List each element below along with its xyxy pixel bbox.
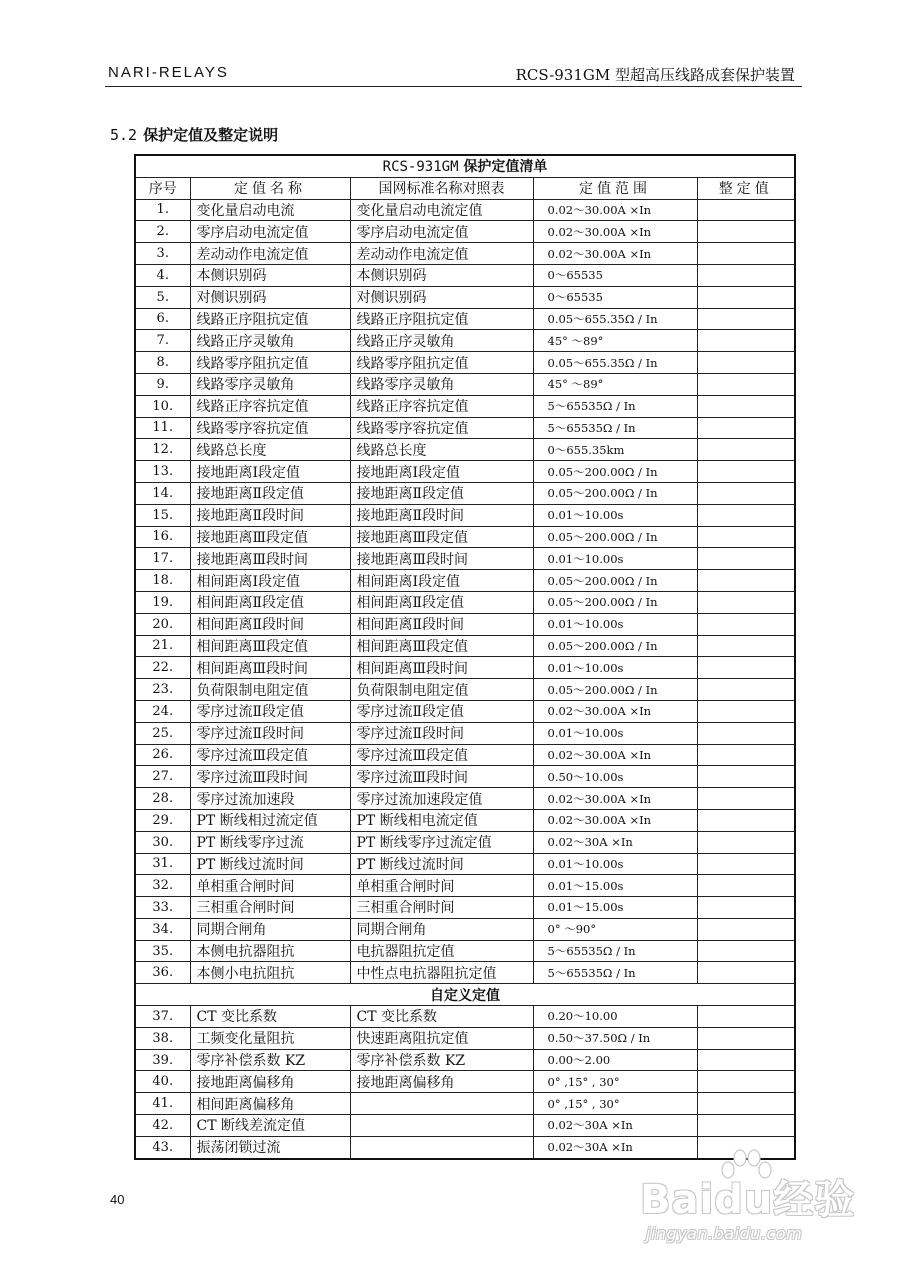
table-row xyxy=(135,264,795,286)
setting-range: 0.50～37.50Ω / In xyxy=(533,1027,697,1049)
table-row xyxy=(135,373,795,395)
standard-name: 相间距离Ⅲ段定值 xyxy=(350,635,533,657)
setting-name: CT 变比系数 xyxy=(190,1006,350,1028)
section-number: 5.2 xyxy=(110,126,138,144)
setting-range: 0.05～655.35Ω / In xyxy=(533,308,697,330)
setting-name: 本侧小电抗阻抗 xyxy=(190,962,350,984)
standard-name: 电抗器阻抗定值 xyxy=(350,940,533,962)
setting-value xyxy=(697,526,795,548)
table-row xyxy=(135,570,795,592)
row-index: 7. xyxy=(135,330,190,352)
setting-range: 0.02～30A ×In xyxy=(533,1115,697,1137)
table-row xyxy=(135,1006,795,1028)
setting-value xyxy=(697,461,795,483)
setting-range: 0.20～10.00 xyxy=(533,1006,697,1028)
standard-name: 零序启动电流定值 xyxy=(350,221,533,243)
setting-value xyxy=(697,831,795,853)
setting-name: 零序过流Ⅱ段时间 xyxy=(190,722,350,744)
setting-name: 对侧识别码 xyxy=(190,286,350,308)
setting-name: 零序启动电流定值 xyxy=(190,221,350,243)
setting-name: 零序补偿系数 KZ xyxy=(190,1049,350,1071)
table-row xyxy=(135,962,795,984)
setting-name: 三相重合闸时间 xyxy=(190,897,350,919)
table-row xyxy=(135,1049,795,1071)
setting-value xyxy=(697,940,795,962)
setting-name: 线路正序容抗定值 xyxy=(190,395,350,417)
standard-name: 线路零序灵敏角 xyxy=(350,373,533,395)
standard-name: PT 断线零序过流定值 xyxy=(350,831,533,853)
standard-name: 负荷限制电阻定值 xyxy=(350,679,533,701)
table-row xyxy=(135,395,795,417)
standard-name: 零序过流Ⅲ段定值 xyxy=(350,744,533,766)
setting-range: 0° ,15° , 30° xyxy=(533,1093,697,1115)
section-title: 保护定值及整定说明 xyxy=(143,126,279,144)
standard-name: 零序过流Ⅱ段定值 xyxy=(350,700,533,722)
setting-value xyxy=(697,504,795,526)
header-product-title: RCS-931GM 型超高压线路成套保护装置 xyxy=(515,66,795,84)
setting-range: 0.02～30A ×In xyxy=(533,831,697,853)
setting-range: 5～65535Ω / In xyxy=(533,395,697,417)
row-index: 37. xyxy=(135,1006,190,1028)
setting-value xyxy=(697,657,795,679)
standard-name: 线路总长度 xyxy=(350,439,533,461)
setting-value xyxy=(697,1027,795,1049)
row-index: 28. xyxy=(135,788,190,810)
table-row xyxy=(135,286,795,308)
row-index: 22. xyxy=(135,657,190,679)
setting-range: 0.05～200.00Ω / In xyxy=(533,461,697,483)
table-row xyxy=(135,352,795,374)
setting-value xyxy=(697,766,795,788)
standard-name: 本侧识别码 xyxy=(350,264,533,286)
standard-name: 中性点电抗器阻抗定值 xyxy=(350,962,533,984)
setting-range: 45° ～89° xyxy=(533,330,697,352)
row-index: 27. xyxy=(135,766,190,788)
row-index: 20. xyxy=(135,613,190,635)
setting-range: 5～65535Ω / In xyxy=(533,962,697,984)
standard-name: 接地距离Ⅲ段定值 xyxy=(350,526,533,548)
setting-value xyxy=(697,417,795,439)
setting-value xyxy=(697,286,795,308)
row-index: 16. xyxy=(135,526,190,548)
setting-value xyxy=(697,591,795,613)
standard-name: 快速距离阻抗定值 xyxy=(350,1027,533,1049)
header-brand: NARI-RELAYS xyxy=(108,64,229,81)
setting-range: 0.05～200.00Ω / In xyxy=(533,526,697,548)
setting-range: 0～65535 xyxy=(533,264,697,286)
setting-range: 0.01～10.00s xyxy=(533,613,697,635)
custom-settings-subheader-row xyxy=(135,984,795,1006)
row-index: 12. xyxy=(135,439,190,461)
row-index: 4. xyxy=(135,264,190,286)
setting-range: 0.01～15.00s xyxy=(533,875,697,897)
standard-name: 变化量启动电流定值 xyxy=(350,199,533,221)
setting-range: 0° ,15° , 30° xyxy=(533,1071,697,1093)
row-index: 6. xyxy=(135,308,190,330)
table-row xyxy=(135,766,795,788)
row-index: 34. xyxy=(135,918,190,940)
table-row xyxy=(135,679,795,701)
standard-name: 对侧识别码 xyxy=(350,286,533,308)
custom-settings-subheader: 自定义定值 xyxy=(135,984,795,1006)
setting-value xyxy=(697,264,795,286)
table-row xyxy=(135,504,795,526)
setting-range: 0.01～10.00s xyxy=(533,657,697,679)
setting-name: 线路零序容抗定值 xyxy=(190,417,350,439)
setting-value xyxy=(697,352,795,374)
setting-range: 0.05～200.00Ω / In xyxy=(533,635,697,657)
standard-name: 接地距离Ⅰ段定值 xyxy=(350,461,533,483)
table-row xyxy=(135,831,795,853)
setting-value xyxy=(697,308,795,330)
setting-value xyxy=(697,853,795,875)
standard-name: 零序过流Ⅱ段时间 xyxy=(350,722,533,744)
table-header-row xyxy=(135,177,795,199)
setting-value xyxy=(697,373,795,395)
table-row xyxy=(135,635,795,657)
setting-name: 线路总长度 xyxy=(190,439,350,461)
setting-name: 差动动作电流定值 xyxy=(190,243,350,265)
row-index: 43. xyxy=(135,1136,190,1158)
setting-name: 相间距离Ⅰ段定值 xyxy=(190,570,350,592)
row-index: 19. xyxy=(135,591,190,613)
setting-name: PT 断线相过流定值 xyxy=(190,809,350,831)
setting-value xyxy=(697,1115,795,1137)
setting-value xyxy=(697,439,795,461)
setting-name: 本侧电抗器阻抗 xyxy=(190,940,350,962)
setting-name: PT 断线过流时间 xyxy=(190,853,350,875)
setting-name: 接地距离Ⅰ段定值 xyxy=(190,461,350,483)
setting-name: 相间距离Ⅲ段定值 xyxy=(190,635,350,657)
setting-name: 零序过流Ⅲ段时间 xyxy=(190,766,350,788)
setting-value xyxy=(697,875,795,897)
setting-range: 0.05～200.00Ω / In xyxy=(533,570,697,592)
column-header-name: 定值名称 xyxy=(190,177,350,199)
setting-name: 线路正序阻抗定值 xyxy=(190,308,350,330)
section-heading xyxy=(110,124,278,145)
row-index: 41. xyxy=(135,1093,190,1115)
setting-range: 0.02～30A ×In xyxy=(533,1136,697,1158)
setting-value xyxy=(697,897,795,919)
row-index: 14. xyxy=(135,482,190,504)
standard-name: CT 变比系数 xyxy=(350,1006,533,1028)
setting-name: 相间距离Ⅱ段定值 xyxy=(190,591,350,613)
setting-value xyxy=(697,679,795,701)
setting-range: 0.01～10.00s xyxy=(533,504,697,526)
standard-name: 零序过流加速段定值 xyxy=(350,788,533,810)
setting-name: 同期合闸角 xyxy=(190,918,350,940)
setting-range: 0.05～200.00Ω / In xyxy=(533,679,697,701)
row-index: 21. xyxy=(135,635,190,657)
setting-range: 0～655.35km xyxy=(533,439,697,461)
table-row xyxy=(135,548,795,570)
row-index: 2. xyxy=(135,221,190,243)
setting-range: 0.02～30.00A ×In xyxy=(533,700,697,722)
setting-name: 接地距离Ⅱ段时间 xyxy=(190,504,350,526)
setting-value xyxy=(697,221,795,243)
column-header-standard-name: 国网标准名称对照表 xyxy=(350,177,533,199)
table-row xyxy=(135,439,795,461)
setting-name: CT 断线差流定值 xyxy=(190,1115,350,1137)
standard-name xyxy=(350,1115,533,1137)
row-index: 42. xyxy=(135,1115,190,1137)
setting-name: 接地距离偏移角 xyxy=(190,1071,350,1093)
table-row xyxy=(135,591,795,613)
setting-name: 负荷限制电阻定值 xyxy=(190,679,350,701)
table-row xyxy=(135,722,795,744)
standard-name: 相间距离Ⅲ段时间 xyxy=(350,657,533,679)
watermark-url: jingyan.baidu.com xyxy=(646,1224,803,1243)
setting-range: 0.02～30.00A ×In xyxy=(533,243,697,265)
table-row xyxy=(135,744,795,766)
table-row xyxy=(135,243,795,265)
setting-name: 相间距离Ⅱ段时间 xyxy=(190,613,350,635)
table-row xyxy=(135,308,795,330)
setting-range: 0.01～10.00s xyxy=(533,548,697,570)
standard-name: 零序补偿系数 KZ xyxy=(350,1049,533,1071)
table-row xyxy=(135,482,795,504)
row-index: 11. xyxy=(135,417,190,439)
column-header-range: 定值范围 xyxy=(533,177,697,199)
setting-name: 相间距离Ⅲ段时间 xyxy=(190,657,350,679)
standard-name: 线路正序容抗定值 xyxy=(350,395,533,417)
standard-name: 相间距离Ⅱ段时间 xyxy=(350,613,533,635)
row-index: 17. xyxy=(135,548,190,570)
row-index: 25. xyxy=(135,722,190,744)
row-index: 15. xyxy=(135,504,190,526)
setting-range: 0° ～90° xyxy=(533,918,697,940)
standard-name: 相间距离Ⅰ段定值 xyxy=(350,570,533,592)
row-index: 9. xyxy=(135,373,190,395)
setting-value xyxy=(697,962,795,984)
setting-name: 线路正序灵敏角 xyxy=(190,330,350,352)
setting-range: 0.50～10.00s xyxy=(533,766,697,788)
standard-name xyxy=(350,1093,533,1115)
table-row xyxy=(135,526,795,548)
table-row xyxy=(135,1093,795,1115)
setting-name: PT 断线零序过流 xyxy=(190,831,350,853)
table-row xyxy=(135,940,795,962)
standard-name: 线路正序阻抗定值 xyxy=(350,308,533,330)
setting-name: 零序过流Ⅱ段定值 xyxy=(190,700,350,722)
row-index: 29. xyxy=(135,809,190,831)
setting-range: 45° ～89° xyxy=(533,373,697,395)
table-row xyxy=(135,809,795,831)
setting-value xyxy=(697,330,795,352)
table-row xyxy=(135,700,795,722)
row-index: 1. xyxy=(135,199,190,221)
table-row xyxy=(135,613,795,635)
table-title-code: RCS-931GM xyxy=(382,159,459,176)
table-row xyxy=(135,875,795,897)
table-row xyxy=(135,1071,795,1093)
row-index: 40. xyxy=(135,1071,190,1093)
row-index: 38. xyxy=(135,1027,190,1049)
standard-name xyxy=(350,1136,533,1158)
setting-range: 5～65535Ω / In xyxy=(533,940,697,962)
row-index: 23. xyxy=(135,679,190,701)
setting-range: 0.05～655.35Ω / In xyxy=(533,352,697,374)
setting-range: 0.02～30.00A ×In xyxy=(533,199,697,221)
page-number: 40 xyxy=(110,1192,125,1207)
row-index: 24. xyxy=(135,700,190,722)
standard-name: PT 断线相电流定值 xyxy=(350,809,533,831)
setting-value xyxy=(697,635,795,657)
setting-name: 线路零序阻抗定值 xyxy=(190,352,350,374)
setting-range: 0.02～30.00A ×In xyxy=(533,788,697,810)
setting-name: 单相重合闸时间 xyxy=(190,875,350,897)
table-title-text: 保护定值清单 xyxy=(463,159,548,176)
settings-table-body xyxy=(135,155,795,1159)
table-row xyxy=(135,221,795,243)
standard-name: 同期合闸角 xyxy=(350,918,533,940)
setting-range: 0.05～200.00Ω / In xyxy=(533,591,697,613)
setting-name: 振荡闭锁过流 xyxy=(190,1136,350,1158)
standard-name: 接地距离Ⅱ段时间 xyxy=(350,504,533,526)
setting-range: 0.00～2.00 xyxy=(533,1049,697,1071)
row-index: 5. xyxy=(135,286,190,308)
standard-name: 接地距离Ⅱ段定值 xyxy=(350,482,533,504)
setting-value xyxy=(697,1049,795,1071)
setting-value xyxy=(697,722,795,744)
row-index: 26. xyxy=(135,744,190,766)
setting-value xyxy=(697,700,795,722)
setting-range: 5～65535Ω / In xyxy=(533,417,697,439)
table-title xyxy=(135,155,795,177)
setting-range: 0.01～10.00s xyxy=(533,722,697,744)
setting-value xyxy=(697,243,795,265)
table-title-row xyxy=(135,155,795,177)
header-rule xyxy=(105,86,802,87)
standard-name: 接地距离Ⅲ段时间 xyxy=(350,548,533,570)
row-index: 8. xyxy=(135,352,190,374)
setting-name: 工频变化量阻抗 xyxy=(190,1027,350,1049)
standard-name: 差动动作电流定值 xyxy=(350,243,533,265)
row-index: 33. xyxy=(135,897,190,919)
column-header-setting: 整定值 xyxy=(697,177,795,199)
row-index: 13. xyxy=(135,461,190,483)
setting-name: 零序过流Ⅲ段定值 xyxy=(190,744,350,766)
setting-value xyxy=(697,744,795,766)
setting-range: 0.01～10.00s xyxy=(533,853,697,875)
standard-name: 线路零序容抗定值 xyxy=(350,417,533,439)
setting-range: 0.01～15.00s xyxy=(533,897,697,919)
setting-name: 变化量启动电流 xyxy=(190,199,350,221)
table-row xyxy=(135,461,795,483)
row-index: 39. xyxy=(135,1049,190,1071)
row-index: 31. xyxy=(135,853,190,875)
row-index: 35. xyxy=(135,940,190,962)
settings-table xyxy=(134,154,796,1160)
row-index: 3. xyxy=(135,243,190,265)
setting-range: 0.02～30.00A ×In xyxy=(533,221,697,243)
setting-range: 0～65535 xyxy=(533,286,697,308)
baidu-watermark xyxy=(640,1148,880,1258)
standard-name: 接地距离偏移角 xyxy=(350,1071,533,1093)
standard-name: 单相重合闸时间 xyxy=(350,875,533,897)
table-row xyxy=(135,853,795,875)
table-row xyxy=(135,897,795,919)
setting-range: 0.02～30.00A ×In xyxy=(533,744,697,766)
setting-value xyxy=(697,1093,795,1115)
standard-name: PT 断线过流时间 xyxy=(350,853,533,875)
setting-name: 线路零序灵敏角 xyxy=(190,373,350,395)
row-index: 36. xyxy=(135,962,190,984)
setting-name: 接地距离Ⅲ段时间 xyxy=(190,548,350,570)
standard-name: 零序过流Ⅲ段时间 xyxy=(350,766,533,788)
watermark-brand: Baidu经验 xyxy=(640,1177,856,1223)
setting-name: 接地距离Ⅲ段定值 xyxy=(190,526,350,548)
row-index: 32. xyxy=(135,875,190,897)
table-row xyxy=(135,1115,795,1137)
row-index: 30. xyxy=(135,831,190,853)
setting-name: 本侧识别码 xyxy=(190,264,350,286)
standard-name: 线路正序灵敏角 xyxy=(350,330,533,352)
standard-name: 相间距离Ⅱ段定值 xyxy=(350,591,533,613)
setting-value xyxy=(697,570,795,592)
setting-value xyxy=(697,1071,795,1093)
setting-value xyxy=(697,548,795,570)
column-header-index: 序号 xyxy=(135,177,190,199)
setting-value xyxy=(697,613,795,635)
setting-value xyxy=(697,809,795,831)
setting-name: 接地距离Ⅱ段定值 xyxy=(190,482,350,504)
setting-range: 0.05～200.00Ω / In xyxy=(533,482,697,504)
setting-range: 0.02～30.00A ×In xyxy=(533,809,697,831)
setting-value xyxy=(697,788,795,810)
row-index: 18. xyxy=(135,570,190,592)
table-row xyxy=(135,330,795,352)
table-row xyxy=(135,788,795,810)
setting-value xyxy=(697,918,795,940)
table-row xyxy=(135,417,795,439)
row-index: 10. xyxy=(135,395,190,417)
setting-value xyxy=(697,395,795,417)
table-row xyxy=(135,199,795,221)
table-row xyxy=(135,657,795,679)
standard-name: 线路零序阻抗定值 xyxy=(350,352,533,374)
setting-value xyxy=(697,1006,795,1028)
setting-value xyxy=(697,199,795,221)
standard-name: 三相重合闸时间 xyxy=(350,897,533,919)
setting-name: 相间距离偏移角 xyxy=(190,1093,350,1115)
setting-name: 零序过流加速段 xyxy=(190,788,350,810)
table-row xyxy=(135,918,795,940)
setting-value xyxy=(697,482,795,504)
table-row xyxy=(135,1027,795,1049)
